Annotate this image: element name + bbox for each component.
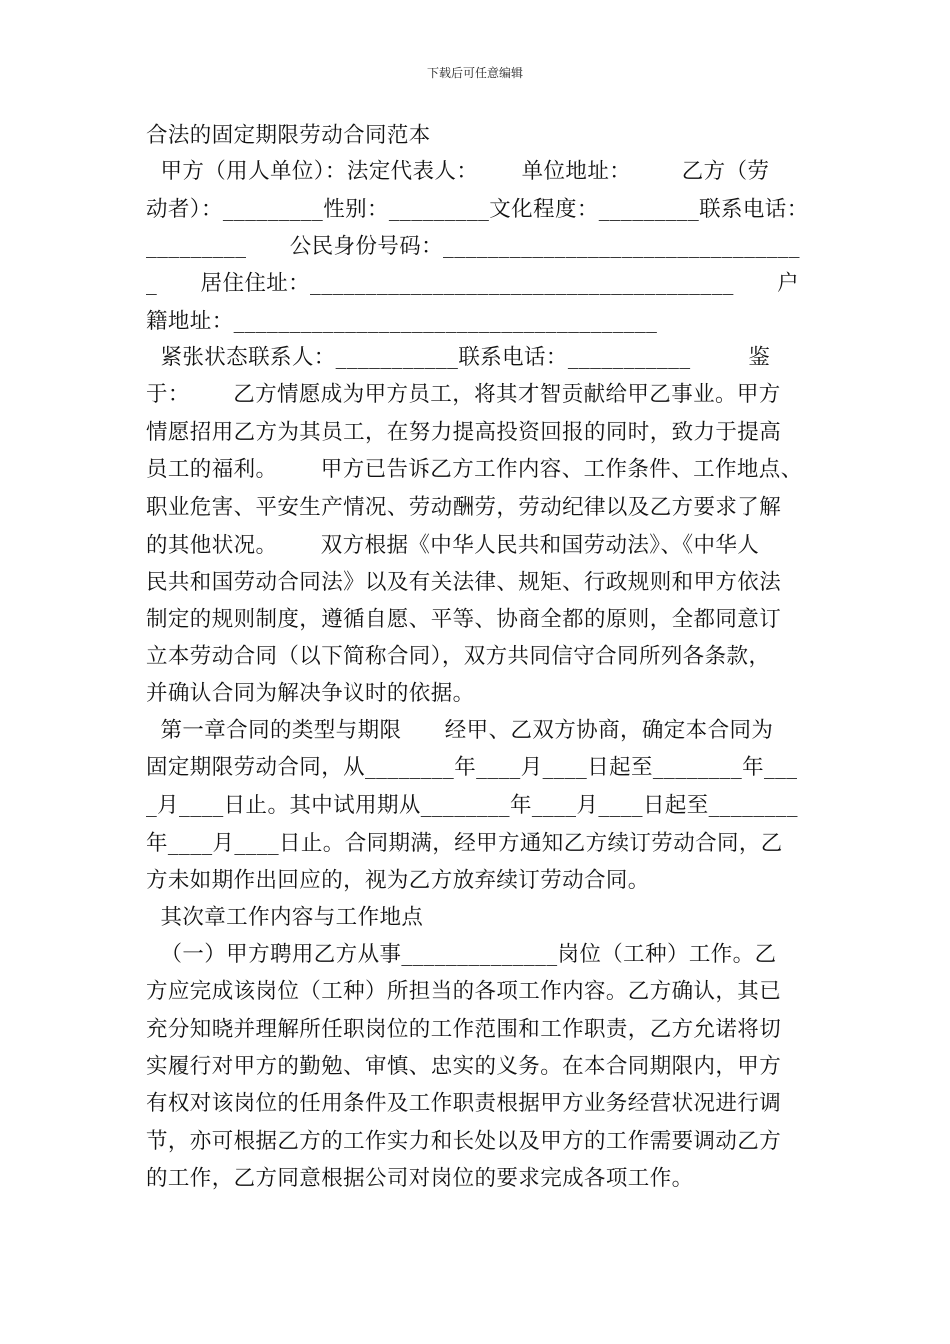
- text-line: 的工作，乙方同意根据公司对岗位的要求完成各项工作。: [146, 1166, 694, 1191]
- text-line: 情愿招用乙方为其员工，在努力提高投资回报的同时，致力于提高: [146, 420, 782, 445]
- text-line: （一）甲方聘用乙方从事______________岗位（工种）工作。乙: [146, 942, 777, 967]
- page-header: 下载后可任意编辑: [426, 66, 523, 80]
- text-line: 年____月____日止。合同期满，经甲方通知乙方续订劳动合同，乙: [146, 831, 783, 856]
- text-line: 制定的规则制度，遵循自愿、平等、协商全都的原则，全都同意订: [146, 607, 782, 632]
- text-line: 方应完成该岗位（工种）所担当的各项工作内容。乙方确认，其已: [146, 979, 782, 1004]
- text-line: 员工的福利。 甲方已告诉乙方工作内容、工作条件、工作地点、: [146, 457, 803, 482]
- text-line: 立本劳动合同（以下简称合同），双方共同信守合同所列各条款，: [146, 644, 771, 669]
- text-line: 并确认合同为解决争议时的依据。: [146, 681, 475, 706]
- text-line: 有权对该岗位的任用条件及工作职责根据甲方业务经营状况进行调: [146, 1091, 782, 1116]
- text-line: 职业危害、平安生产情况、劳动酬劳，劳动纪律以及乙方要求了解: [146, 495, 782, 520]
- text-line: 固定期限劳动合同，从________年____月____日起至________年___: [146, 755, 798, 780]
- section-heading: 其次章工作内容与工作地点: [146, 905, 424, 930]
- text-line: 紧张状态联系人：___________联系电话：___________ 鉴: [146, 345, 771, 370]
- text-line: 实履行对甲方的勤勉、审慎、忠实的义务。在本合同期限内，甲方: [146, 1054, 782, 1079]
- text-line: 民共和国劳动合同法》以及有关法律、规矩、行政规则和甲方依法: [146, 570, 782, 595]
- text-line: 于： 乙方情愿成为甲方员工，将其才智贡献给甲乙事业。甲方: [146, 382, 781, 407]
- text-line: _月____日止。其中试用期从________年____月____日起至________: [146, 793, 798, 818]
- document-title: 合法的固定期限劳动合同范本: [146, 123, 431, 148]
- text-line: 节，亦可根据乙方的工作实力和长处以及甲方的工作需要调动乙方: [146, 1129, 782, 1154]
- text-line: _________ 公民身份号码：________________________________: [146, 234, 800, 259]
- text-line: 第一章合同的类型与期限 经甲、乙双方协商，确定本合同为: [146, 718, 774, 743]
- text-line: _ 居住住址：______________________________________ 户: [146, 271, 800, 296]
- text-line: 的其他状况。 双方根据《中华人民共和国劳动法》、《中华人: [146, 533, 760, 558]
- text-line: 籍地址：______________________________________: [146, 309, 658, 334]
- text-line: 充分知晓并理解所任职岗位的工作范围和工作职责，乙方允诺将切: [146, 1017, 782, 1042]
- text-line: 方未如期作出回应的，视为乙方放弃续订劳动合同。: [146, 868, 650, 893]
- text-line: 动者）：_________性别：_________文化程度：_________联系电话：: [146, 197, 809, 222]
- text-line: 甲方（用人单位）：法定代表人： 单位地址： 乙方（劳: [146, 159, 770, 184]
